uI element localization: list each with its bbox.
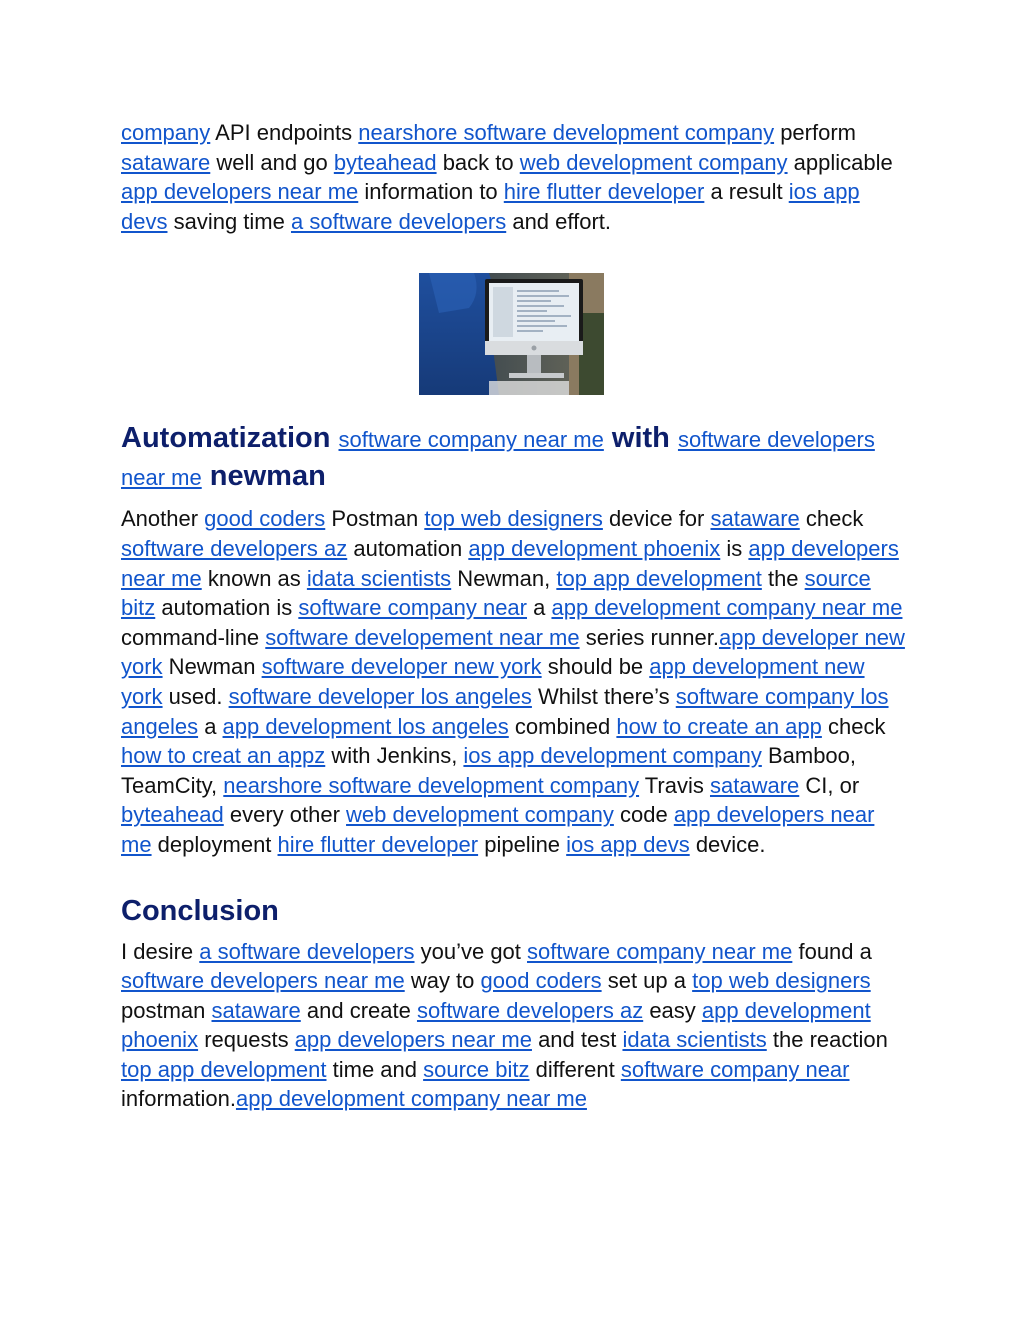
text-link[interactable]: software developers near me <box>121 427 875 491</box>
section-heading-automatization <box>121 420 911 496</box>
text-run: check <box>799 506 864 532</box>
text-run: is <box>720 535 749 561</box>
text-run: postman <box>121 997 212 1023</box>
text-link[interactable]: hire flutter developer <box>277 831 479 857</box>
text-link[interactable]: ios app devs <box>566 831 690 857</box>
text-link[interactable]: top web designers <box>424 506 603 532</box>
text-run: combined <box>508 713 617 739</box>
text-link[interactable]: app developers near me <box>121 535 899 591</box>
text-link[interactable]: idata scientists <box>622 1027 767 1053</box>
text-run: pipeline <box>478 831 567 857</box>
text-run: known as <box>201 565 307 591</box>
text-run: a <box>527 595 552 621</box>
text-link[interactable]: software company near <box>298 595 527 621</box>
text-link[interactable]: app development los angeles <box>222 713 509 739</box>
text-run: found a <box>792 938 872 964</box>
text-link[interactable]: ios app development company <box>463 743 762 769</box>
text-run: should be <box>541 654 650 680</box>
text-run: you’ve got <box>414 938 528 964</box>
text-run: information. <box>121 1086 236 1112</box>
text-run: requests <box>198 1027 295 1053</box>
text-link[interactable]: sataware <box>709 772 800 798</box>
text-run: every other <box>223 802 347 828</box>
text-run: device. <box>689 831 766 857</box>
text-run: automation is <box>155 595 299 621</box>
text-link[interactable]: top web designers <box>692 968 871 994</box>
text-link[interactable]: source bitz <box>121 565 871 621</box>
text-run: Newman, <box>451 565 557 591</box>
text-link[interactable]: good coders <box>204 506 326 532</box>
text-link[interactable]: app development new york <box>121 654 865 709</box>
text-link[interactable]: nearshore software development company <box>358 120 775 145</box>
text-run: applicable <box>787 149 893 175</box>
text-link[interactable]: top app development <box>556 565 762 591</box>
text-run: the reaction <box>766 1027 888 1053</box>
text-link[interactable]: how to create an app <box>616 713 822 739</box>
paragraph-automatization <box>121 504 911 859</box>
computer-photo-image <box>419 273 604 395</box>
text-run: back to <box>436 149 520 175</box>
text-link[interactable]: sataware <box>211 997 301 1023</box>
text-run: Another <box>121 506 205 532</box>
text-link[interactable]: software company near me <box>338 427 604 453</box>
text-run: automation <box>347 535 469 561</box>
text-run: set up a <box>601 968 693 994</box>
text-run: a <box>198 713 223 739</box>
text-link[interactable]: top app development <box>121 1056 327 1082</box>
text-link[interactable]: app developers near me <box>121 802 875 857</box>
text-run: with Jenkins, <box>325 743 464 769</box>
text-run: Bamboo, TeamCity, <box>121 743 857 798</box>
text-run: CI, or <box>799 772 860 798</box>
text-link[interactable]: app developers near me <box>121 179 359 205</box>
text-link[interactable]: app developers near me <box>294 1027 532 1053</box>
text-run: saving time <box>167 208 291 234</box>
text-link[interactable]: app development phoenix <box>468 535 721 561</box>
text-run: newman <box>201 460 326 493</box>
text-run: well and go <box>210 149 334 175</box>
text-run: the <box>761 565 805 591</box>
paragraph-conclusion <box>121 937 911 1115</box>
text-run: and create <box>300 997 417 1023</box>
text-run: device for <box>602 506 711 532</box>
text-link[interactable]: ios app devs <box>121 179 860 234</box>
text-run: used. <box>162 683 229 709</box>
text-run: perform <box>774 120 856 145</box>
text-link[interactable]: app development phoenix <box>121 997 871 1053</box>
text-link[interactable]: hire flutter developer <box>503 179 705 205</box>
text-run: different <box>529 1056 621 1082</box>
text-link[interactable]: idata scientists <box>306 565 452 591</box>
text-link[interactable]: source bitz <box>423 1056 530 1082</box>
text-link[interactable]: software developers az <box>416 997 644 1023</box>
text-link[interactable]: software company near me <box>527 938 793 964</box>
text-link[interactable]: byteahead <box>333 149 437 175</box>
text-link[interactable]: software company near <box>620 1056 850 1082</box>
text-link[interactable]: app development company near me <box>235 1086 587 1112</box>
text-run: Newman <box>162 654 262 680</box>
text-run: deployment <box>151 831 278 857</box>
text-run: Postman <box>325 506 425 532</box>
text-run: check <box>821 713 886 739</box>
text-link[interactable]: web development company <box>519 149 788 175</box>
text-run: Travis <box>639 772 710 798</box>
text-link[interactable]: nearshore software development company <box>223 772 640 798</box>
paragraph-intro <box>121 118 911 236</box>
text-link[interactable]: software developement near me <box>265 624 580 650</box>
text-link[interactable]: sataware <box>710 506 800 532</box>
text-run: easy <box>643 997 702 1023</box>
text-run: with <box>603 422 678 455</box>
text-link[interactable]: software developers near me <box>121 968 405 994</box>
text-run: time and <box>326 1056 424 1082</box>
text-link[interactable]: software company los angeles <box>121 683 889 739</box>
text-link[interactable]: good coders <box>480 968 602 994</box>
text-run: series runner. <box>579 624 719 650</box>
text-link[interactable]: company <box>121 120 211 145</box>
text-run: API endpoints <box>210 120 359 145</box>
section-heading-conclusion: Conclusion <box>121 894 279 927</box>
text-link[interactable]: software developer los angeles <box>228 683 532 709</box>
text-run: a result <box>704 179 789 205</box>
text-link[interactable]: how to creat an appz <box>121 743 326 769</box>
text-link[interactable]: a software developers <box>199 938 415 964</box>
text-run: Automatization <box>121 422 339 455</box>
text-link[interactable]: web development company <box>346 802 614 828</box>
text-link[interactable]: software developers az <box>121 535 348 561</box>
text-link[interactable]: byteahead <box>121 802 224 828</box>
text-run: Whilst there’s <box>531 683 676 709</box>
text-run: information to <box>358 179 504 205</box>
text-run: I desire <box>121 938 200 964</box>
text-link[interactable]: sataware <box>121 149 211 175</box>
text-run: code <box>613 802 674 828</box>
text-run: way to <box>404 968 481 994</box>
text-run: and effort. <box>506 208 611 234</box>
text-link[interactable]: software developer new york <box>261 654 542 680</box>
document-page <box>121 118 911 1114</box>
text-link[interactable]: a software developers <box>290 208 507 234</box>
photo-person-at-computer <box>419 273 604 395</box>
text-link[interactable]: app developer new york <box>121 624 905 680</box>
text-run: and test <box>531 1027 623 1053</box>
text-run: command-line <box>121 624 266 650</box>
text-link[interactable]: app development company near me <box>551 595 903 621</box>
